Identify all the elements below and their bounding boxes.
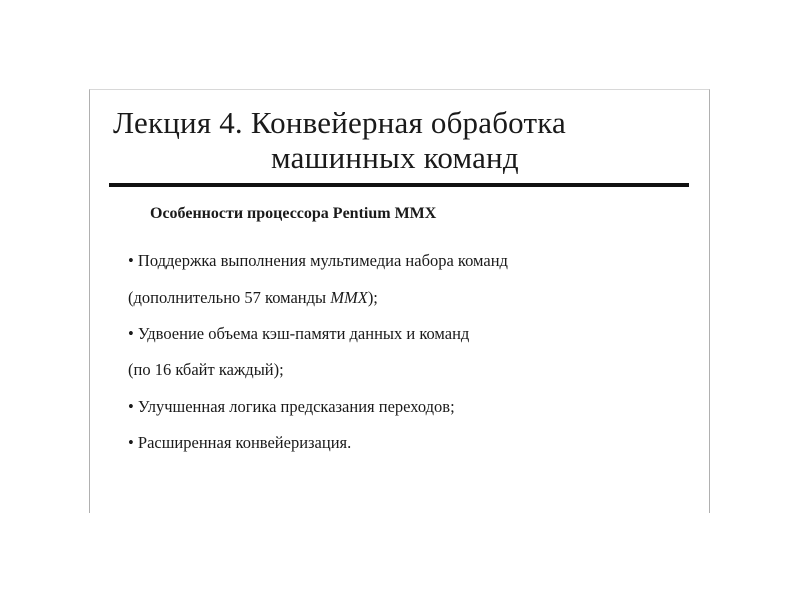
detail-prefix: (дополнительно 57 команды bbox=[128, 288, 331, 307]
lecture-slide bbox=[89, 89, 710, 513]
detail-suffix: ); bbox=[367, 288, 378, 307]
title-divider bbox=[109, 183, 689, 187]
bullet-cache-doubling: • Удвоение объема кэш-памяти данных и команд bbox=[128, 324, 470, 343]
slide-title-line-2: машинных команд bbox=[271, 140, 519, 175]
bullet-branch-prediction: • Улучшенная логика предсказания переходов; bbox=[128, 397, 455, 416]
mmx-emphasis: MMX bbox=[330, 288, 368, 307]
bullet-multimedia-support: • Поддержка выполнения мультимедиа набора команд bbox=[128, 251, 508, 270]
slide-title-line-1: Лекция 4. Конвейерная обработка bbox=[113, 105, 566, 140]
bullet-multimedia-detail bbox=[128, 288, 378, 308]
bullet-pipelining: • Расширенная конвейеризация. bbox=[128, 433, 352, 452]
bullet-cache-detail: (по 16 кбайт каждый); bbox=[128, 360, 284, 379]
slide-subtitle: Особенности процессора Pentium MMX bbox=[150, 205, 437, 222]
